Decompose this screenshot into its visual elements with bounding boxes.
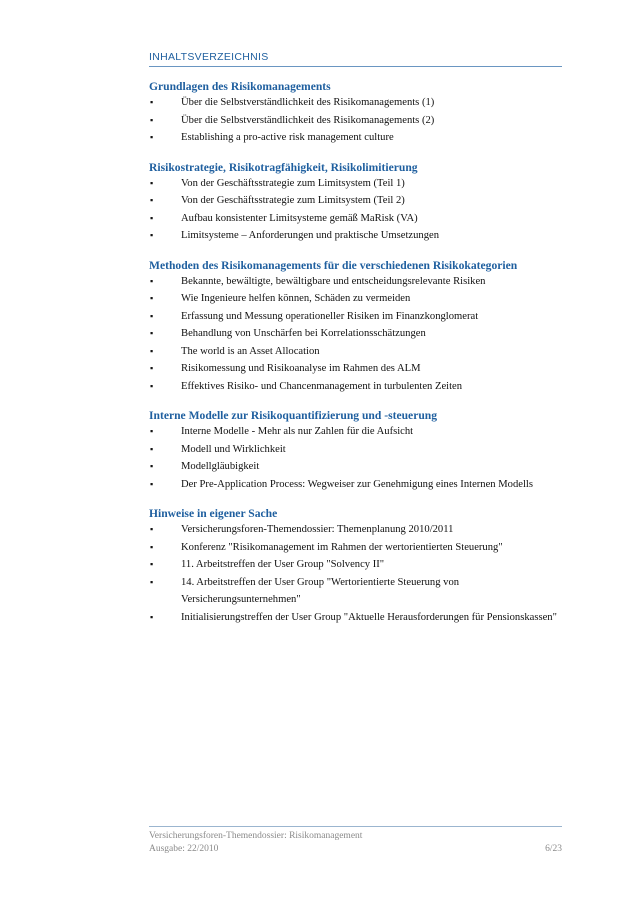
- list-item-text: Von der Geschäftsstrategie zum Limitsystem (Teil 1): [181, 177, 405, 189]
- list-item: [149, 227, 564, 245]
- list-item: [149, 574, 564, 609]
- toc-section: [149, 507, 564, 626]
- header-divider: [149, 66, 562, 67]
- bullet-icon: ▪: [150, 310, 154, 321]
- bullet-icon: ▪: [150, 426, 154, 436]
- section-heading: Grundlagen des Risikomanagements: [149, 80, 331, 93]
- section-item-list: [149, 521, 564, 626]
- toc-section: [149, 409, 564, 493]
- list-item-text: Aufbau konsistenter Limitsysteme gemäß MaRisk (VA): [181, 212, 418, 224]
- list-item-text: Limitsysteme – Anforderungen und praktische Umsetzungen: [181, 230, 440, 241]
- list-item: [149, 441, 564, 459]
- list-item: [149, 192, 564, 210]
- list-item: [149, 378, 564, 396]
- list-item-text: Modellgläubigkeit: [181, 461, 260, 472]
- bullet-icon: ▪: [150, 363, 154, 373]
- list-item-text: Interne Modelle - Mehr als nur Zahlen für die Aufsicht: [181, 426, 414, 437]
- bullet-icon: ▪: [150, 478, 154, 489]
- list-item-text: Modell und Wirklichkeit: [181, 443, 286, 455]
- list-item: [149, 458, 564, 476]
- list-item: [149, 175, 564, 193]
- list-item-text: Über die Selbstverständlichkeit des Risikomanagements (1): [181, 97, 435, 108]
- section-item-list: [149, 175, 564, 245]
- page-header-title: INHALTSVERZEICHNIS: [149, 51, 269, 63]
- list-item-text: Effektives Risiko- und Chancenmanagement in turbulenten Zeiten: [181, 380, 463, 392]
- list-item: [149, 129, 564, 147]
- bullet-icon: ▪: [150, 177, 154, 188]
- bullet-icon: ▪: [150, 275, 154, 286]
- table-of-contents: [149, 80, 564, 640]
- list-item: [149, 539, 564, 557]
- bullet-icon: ▪: [150, 443, 154, 454]
- bullet-icon: ▪: [150, 524, 154, 534]
- section-item-list: [149, 273, 564, 396]
- list-item: [149, 476, 564, 494]
- bullet-icon: ▪: [150, 195, 154, 205]
- list-item: [149, 273, 564, 291]
- toc-section: [149, 161, 564, 245]
- list-item-text: Über die Selbstverständlichkeit des Risikomanagements (2): [181, 114, 435, 126]
- bullet-icon: ▪: [150, 293, 154, 303]
- footer-publication: Versicherungsforen-Themendossier: Risikomanagement: [149, 831, 363, 841]
- section-heading: Risikostrategie, Risikotragfähigkeit, Risikolimitierung: [149, 160, 418, 174]
- list-item-text: Wie Ingenieure helfen können, Schäden zu vermeiden: [181, 293, 411, 304]
- section-heading: Interne Modelle zur Risikoquantifizierung und -steuerung: [149, 409, 438, 422]
- list-item-text: Versicherungsforen-Themendossier: Themenplanung 2010/2011: [181, 524, 454, 535]
- list-item: [149, 290, 564, 308]
- bullet-icon: ▪: [150, 212, 154, 223]
- list-item-text: Von der Geschäftsstrategie zum Limitsystem (Teil 2): [181, 195, 405, 206]
- bullet-icon: ▪: [150, 611, 154, 622]
- list-item-text: Risikomessung und Risikoanalyse im Rahmen des ALM: [181, 363, 421, 374]
- toc-section: [149, 80, 564, 147]
- list-item: [149, 556, 564, 574]
- list-item-text: The world is an Asset Allocation: [181, 345, 320, 357]
- list-item: [149, 112, 564, 130]
- bullet-icon: ▪: [150, 328, 154, 338]
- list-item-text: Bekannte, bewältigte, bewältigbare und entscheidungsrelevante Risiken: [181, 275, 486, 287]
- list-item: [149, 521, 564, 539]
- bullet-icon: ▪: [150, 114, 154, 125]
- bullet-icon: ▪: [150, 345, 154, 356]
- section-heading: Methoden des Risikomanagements für die verschiedenen Risikokategorien: [149, 258, 518, 272]
- list-item-text: Erfassung und Messung operationeller Risiken im Finanzkonglomerat: [181, 310, 479, 322]
- list-item: [149, 609, 564, 627]
- list-item-text: Konferenz "Risikomanagement im Rahmen der wertorientierten Steuerung": [181, 541, 503, 553]
- page-number: 6/23: [545, 844, 562, 854]
- section-heading: Hinweise in eigener Sache: [149, 507, 278, 520]
- bullet-icon: ▪: [150, 97, 154, 107]
- list-item: [149, 343, 564, 361]
- list-item: [149, 308, 564, 326]
- bullet-icon: ▪: [150, 541, 154, 552]
- toc-section: [149, 259, 564, 396]
- bullet-icon: ▪: [150, 230, 154, 240]
- footer-issue: Ausgabe: 22/2010: [149, 844, 219, 854]
- list-item-text: Establishing a pro-active risk management culture: [181, 132, 394, 143]
- bullet-icon: ▪: [150, 380, 154, 391]
- bullet-icon: ▪: [150, 132, 154, 142]
- list-item: [149, 325, 564, 343]
- list-item-text: Initialisierungstreffen der User Group "Aktuelle Herausforderungen für Pensionskassen": [181, 611, 557, 623]
- section-item-list: [149, 423, 564, 493]
- list-item: [149, 210, 564, 228]
- footer-divider: [149, 826, 562, 827]
- list-item: [149, 423, 564, 441]
- list-item-text: 11. Arbeitstreffen der User Group "Solvency II": [181, 559, 385, 570]
- bullet-icon: ▪: [150, 559, 154, 569]
- list-item-text: 14. Arbeitstreffen der User Group "Wertorientierte Steuerung von Versicherungsunternehmen": [181, 576, 460, 605]
- bullet-icon: ▪: [150, 576, 154, 587]
- list-item: [149, 360, 564, 378]
- section-item-list: [149, 94, 564, 147]
- list-item: [149, 94, 564, 112]
- list-item-text: Behandlung von Unschärfen bei Korrelationsschätzungen: [181, 328, 426, 339]
- bullet-icon: ▪: [150, 461, 154, 471]
- list-item-text: Der Pre-Application Process: Wegweiser zur Genehmigung eines Internen Modells: [181, 478, 533, 490]
